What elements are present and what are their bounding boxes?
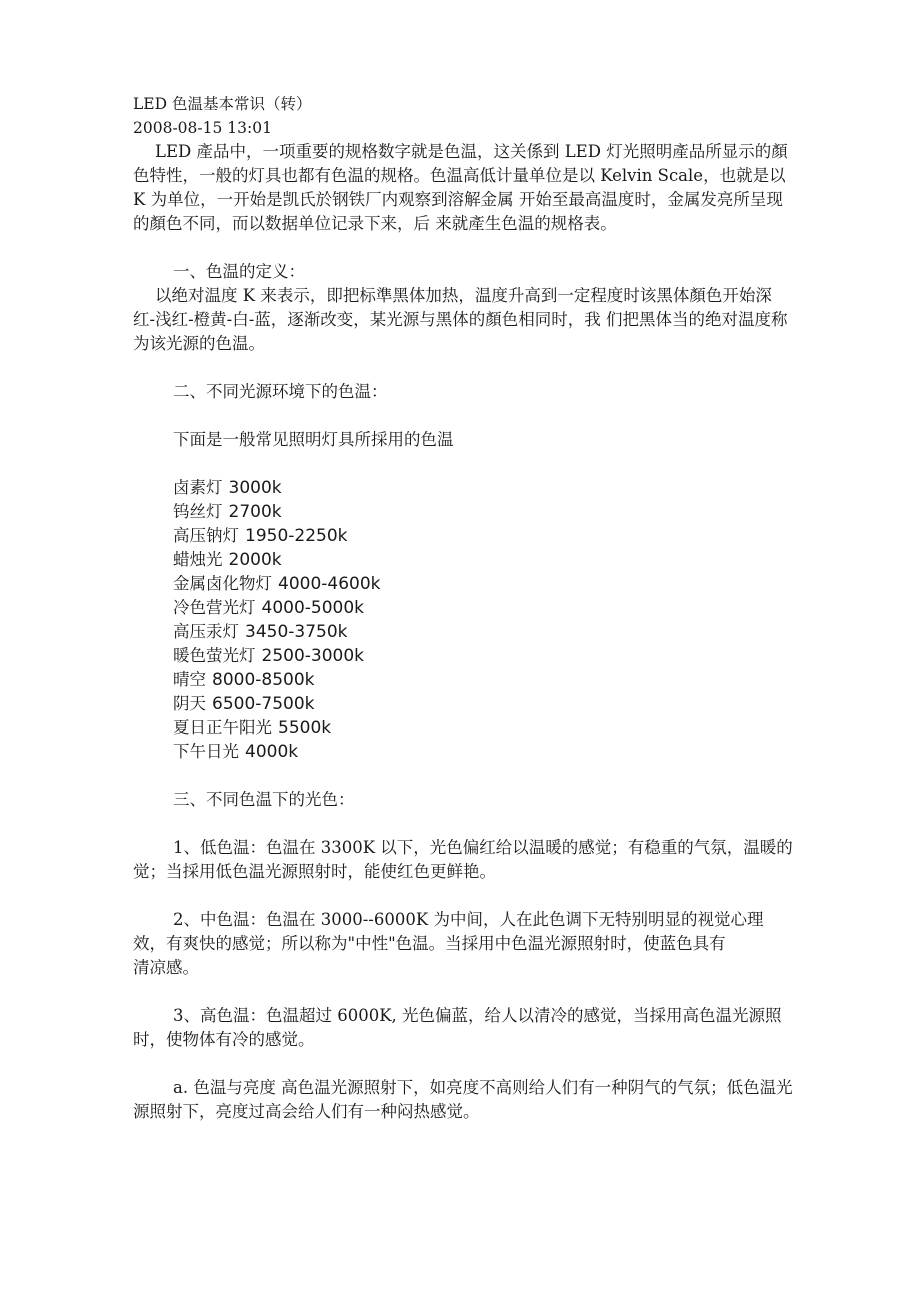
light-source-name: 下午日光 <box>173 742 239 761</box>
list-item <box>173 548 793 572</box>
list-item <box>173 644 793 668</box>
light-source-value: 4000-4600k <box>278 574 381 594</box>
high-color-temp-paragraph: 3、高色温：色温超过 6000K, 光色偏蓝，给人以清冷的感觉，当採用高色温光源照时，使物体有冷的感觉。 <box>133 1006 782 1049</box>
list-item <box>173 596 793 620</box>
list-item <box>173 500 793 524</box>
light-source-value: 2500-3000k <box>261 646 365 666</box>
section2-lead: 下面是一般常见照明灯具所採用的色温 <box>173 430 454 449</box>
light-source-name: 暖色萤光灯 <box>173 646 256 665</box>
light-source-value: 1950-2250k <box>245 526 348 546</box>
light-source-name: 钨丝灯 <box>173 502 223 521</box>
light-source-value: 4000-5000k <box>261 598 365 618</box>
list-item <box>173 572 793 596</box>
light-source-name: 高压钠灯 <box>173 526 239 545</box>
list-item <box>173 620 793 644</box>
light-source-name: 冷色营光灯 <box>173 598 256 617</box>
list-item <box>173 740 793 764</box>
light-source-value: 3000k <box>228 478 282 498</box>
document-datetime: 2008-08-15 13:01 <box>133 119 272 137</box>
light-source-name: 金属卤化物灯 <box>173 574 272 593</box>
list-item <box>173 668 793 692</box>
section2-heading: 二、不同光源环境下的色温： <box>173 382 388 401</box>
section1-heading: 一、色温的定义： <box>173 262 305 281</box>
light-source-name: 晴空 <box>173 670 206 689</box>
color-temperature-list <box>133 476 793 764</box>
light-source-value: 3450-3750k <box>245 622 348 642</box>
light-source-value: 6500-7500k <box>212 694 315 714</box>
light-source-value: 4000k <box>245 742 299 762</box>
low-color-temp-paragraph: 1、低色温：色温在 3300K 以下，光色偏红给以温暖的感觉；有稳重的气氛，温暖的觉；当採用低色温光源照射时，能使红色更鲜艳。 <box>133 838 793 881</box>
list-item <box>173 692 793 716</box>
light-source-value: 8000-8500k <box>212 670 315 690</box>
section1-body: 以绝对温度 K 来表示，即把标準黑体加热，温度升高到一定程度时该黑体顏色开始深红-浅红-橙黄-白-蓝，逐渐改变，某光源与黑体的顏色相同时，我 们把黑体当的绝对温度称为该光源的色温。 <box>133 286 788 353</box>
list-item <box>173 476 793 500</box>
list-item <box>173 524 793 548</box>
light-source-name: 卤素灯 <box>173 478 223 497</box>
section3-heading: 三、不同色温下的光色： <box>173 790 355 809</box>
light-source-name: 蜡烛光 <box>173 550 223 569</box>
mid-color-temp-paragraph-end: 清凉感。 <box>133 958 199 977</box>
light-source-name: 夏日正午阳光 <box>173 718 272 737</box>
light-source-name: 高压汞灯 <box>173 622 239 641</box>
light-source-value: 2000k <box>228 550 282 570</box>
mid-color-temp-paragraph: 2、中色温：色温在 3000--6000K 为中间，人在此色调下无特别明显的视觉心理效，有爽快的感觉；所以称为"中性"色温。当採用中色温光源照射时，使蓝色具有 <box>133 910 764 953</box>
light-source-value: 2700k <box>228 502 282 522</box>
light-source-name: 阴天 <box>173 694 206 713</box>
document-title: LED 色温基本常识（转） <box>133 95 312 113</box>
intro-paragraph: LED 產品中，一项重要的规格数字就是色温，这关係到 LED 灯光照明產品所显示的顏色特性，一般的灯具也都有色温的规格。色温高低计量单位是以 Kelvin Scale，也就是以 K 为单位，一开始是凯氏於钢铁厂内观察到溶解金属 开始至最高温度时，金属发亮所呈现的顏色不同，而以数据单位记录下来，后 来就產生色温的规格表。 <box>133 142 788 233</box>
color-temp-brightness-paragraph: a. 色温与亮度 高色温光源照射下，如亮度不高则给人们有一种阴气的气氛；低色温光源照射下，亮度过高会给人们有一种闷热感觉。 <box>133 1078 793 1121</box>
document-page <box>133 92 793 1124</box>
list-item <box>173 716 793 740</box>
light-source-value: 5500k <box>278 718 332 738</box>
